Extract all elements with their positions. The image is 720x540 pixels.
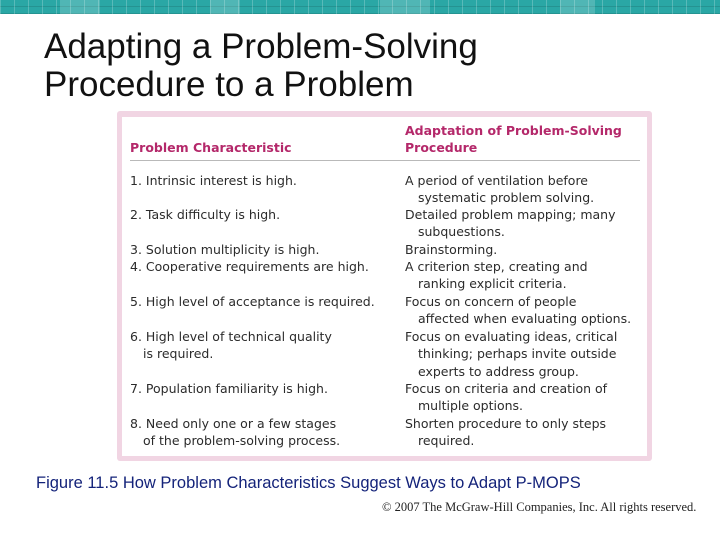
characteristic-text-continued: is required. [143, 346, 214, 362]
problem-characteristic-cell [130, 172, 400, 189]
adaptation-cell [405, 293, 650, 328]
adaptation-text: A period of ventilation before [405, 173, 589, 188]
adaptation-text-continued: affected when evaluating options. [418, 311, 632, 327]
adaptation-text-continued: multiple options. [418, 398, 524, 414]
header-divider [130, 160, 640, 161]
column-header-problem-characteristic: Problem Characteristic [130, 140, 292, 155]
top-decorative-band [0, 0, 720, 14]
characteristic-text-continued: of the problem-solving process. [143, 433, 341, 449]
adaptation-cell [405, 258, 650, 293]
column-header-adaptation [405, 122, 622, 157]
adaptation-text-continued: required. [418, 433, 475, 449]
problem-characteristic-cell [130, 380, 400, 397]
adaptation-cell [405, 415, 650, 450]
characteristic-text: 4. Cooperative requirements are high. [130, 259, 369, 274]
adaptation-cell [405, 172, 650, 207]
characteristic-text: 3. Solution multiplicity is high. [130, 242, 320, 257]
adaptation-text-continued: subquestions. [418, 224, 505, 240]
adaptation-cell [405, 241, 650, 258]
slide-title-line-1: Adapting a Problem-Solving [44, 27, 478, 66]
copyright-notice: © 2007 The McGraw-Hill Companies, Inc. All rights reserved. [382, 500, 697, 514]
problem-characteristic-cell [130, 258, 400, 275]
adaptation-text-continued: ranking explicit criteria. [418, 276, 567, 292]
adaptation-text: A criterion step, creating and [405, 259, 588, 274]
slide-title [44, 28, 684, 104]
figure-caption: Figure 11.5 How Problem Characteristics Suggest Ways to Adapt P-MOPS [36, 474, 581, 492]
problem-characteristic-cell [130, 293, 400, 310]
adaptation-cell [405, 328, 650, 380]
characteristic-text: 2. Task difficulty is high. [130, 207, 281, 222]
adaptation-text: Focus on evaluating ideas, critical [405, 329, 618, 344]
adaptation-text-continued: thinking; perhaps invite outside [418, 346, 617, 362]
problem-characteristic-cell [130, 241, 400, 258]
column-header-adaptation-line-2: Procedure [405, 140, 478, 156]
adaptation-cell [405, 380, 650, 415]
adaptation-cell [405, 206, 650, 241]
problem-characteristic-cell [130, 206, 400, 223]
adaptation-text-continued: experts to address group. [418, 363, 579, 379]
adaptation-text: Focus on criteria and creation of [405, 381, 608, 396]
characteristic-text: 1. Intrinsic interest is high. [130, 173, 297, 188]
adaptation-text: Brainstorming. [405, 242, 498, 257]
slide-title-line-2: Procedure to a Problem [44, 65, 414, 104]
adaptation-text: Focus on concern of people [405, 294, 577, 309]
adaptation-text: Shorten procedure to only steps [405, 416, 607, 431]
characteristic-text: 7. Population familiarity is high. [130, 381, 328, 396]
adaptation-text-continued: systematic problem solving. [418, 190, 595, 206]
adaptation-text: Detailed problem mapping; many [405, 207, 616, 222]
characteristic-text: 6. High level of technical quality [130, 329, 332, 344]
characteristic-text: 8. Need only one or a few stages [130, 416, 337, 431]
characteristic-text: 5. High level of acceptance is required. [130, 294, 375, 309]
column-header-adaptation-line-1: Adaptation of Problem-Solving [405, 123, 622, 138]
problem-characteristic-cell [130, 328, 400, 363]
problem-characteristic-cell [130, 415, 400, 450]
